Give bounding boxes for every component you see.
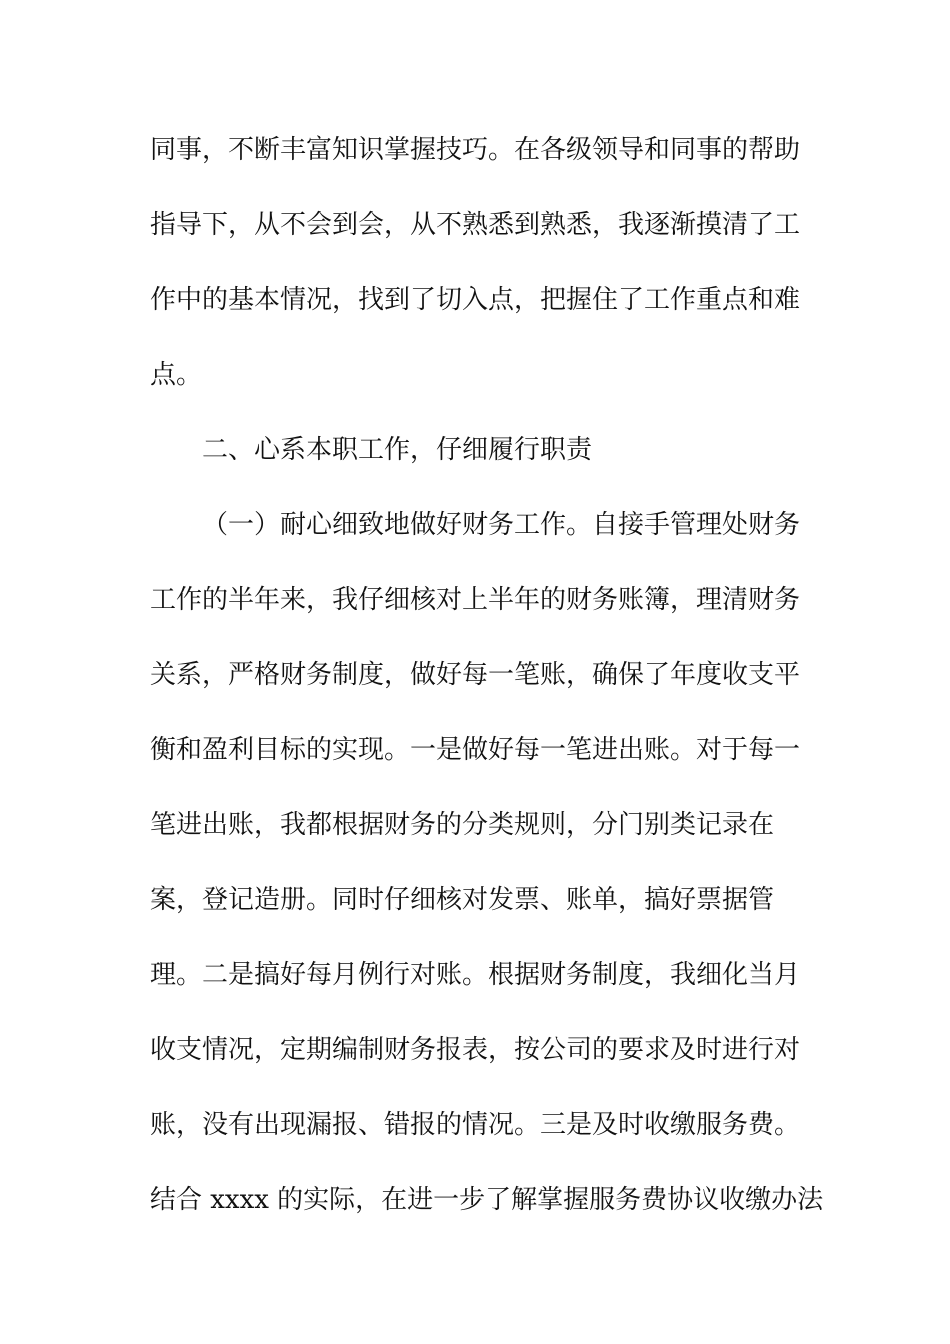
body-text-line: 账，没有出现漏报、错报的情况。三是及时收缴服务费。	[150, 1110, 801, 1140]
body-text-line: 作中的基本情况，找到了切入点，把握住了工作重点和难	[150, 285, 801, 315]
body-text-line: 衡和盈利目标的实现。一是做好每一笔进出账。对于每一	[150, 735, 801, 765]
body-text-line: 指导下，从不会到会，从不熟悉到熟悉，我逐渐摸清了工	[150, 210, 801, 240]
body-text-line: 结合 xxxx 的实际，在进一步了解掌握服务费协议收缴办法	[150, 1185, 824, 1215]
body-text-line: 关系，严格财务制度，做好每一笔账，确保了年度收支平	[150, 660, 801, 690]
section-heading: 二、心系本职工作，仔细履行职责	[202, 435, 593, 465]
body-text-line: 点。	[150, 360, 203, 390]
body-text-line: 案，登记造册。同时仔细核对发票、账单，搞好票据管	[150, 885, 775, 915]
body-text-line: 理。二是搞好每月例行对账。根据财务制度，我细化当月	[150, 960, 801, 990]
body-text-line: 收支情况，定期编制财务报表，按公司的要求及时进行对	[150, 1035, 801, 1065]
body-text-line: 笔进出账，我都根据财务的分类规则，分门别类记录在	[150, 810, 775, 840]
body-text-line: 同事，不断丰富知识掌握技巧。在各级领导和同事的帮助	[150, 135, 801, 165]
body-text-line: 工作的半年来，我仔细核对上半年的财务账簿，理清财务	[150, 585, 801, 615]
body-text-line: （一）耐心细致地做好财务工作。自接手管理处财务	[202, 510, 801, 540]
